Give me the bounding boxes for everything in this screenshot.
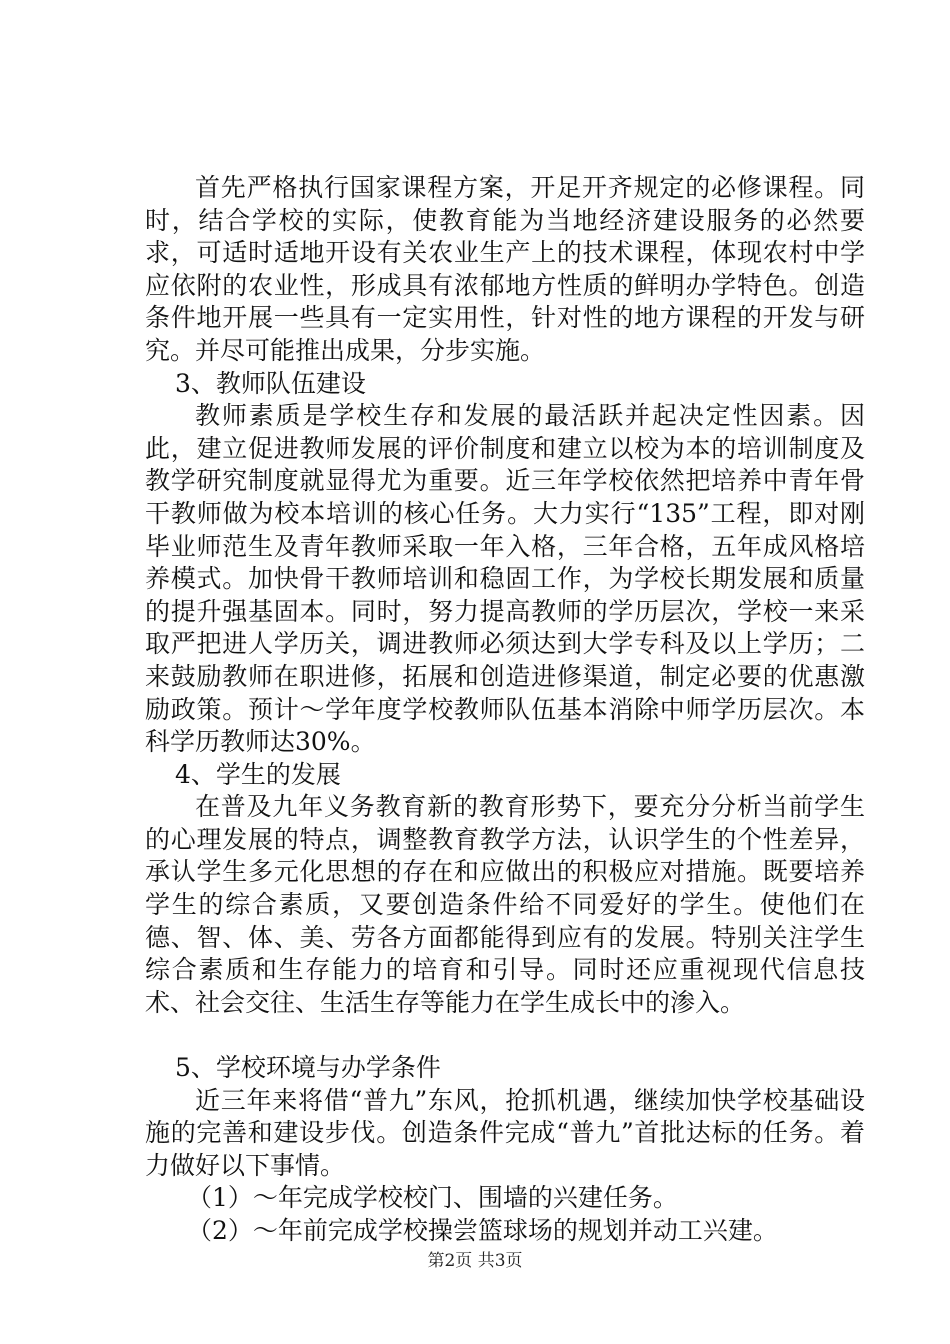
page-number-footer: 第2页 共3页 <box>427 1251 523 1271</box>
heading-student-development: 4、学生的发展 <box>175 759 341 789</box>
document-body <box>145 172 865 1248</box>
heading-school-environment: 5、学校环境与办学条件 <box>175 1053 441 1083</box>
list-item: （1）～年完成学校校门、围墙的兴建任务。 <box>187 1183 678 1213</box>
blank-line <box>145 1019 865 1052</box>
paragraph-school-environment: 近三年来将借“普九”东风，抢抓机遇，继续加快学校基础设施的完善和建设步伐。创造条件完成“普九”首批达标的任务。着力做好以下事情。 <box>145 1085 865 1180</box>
paragraph-teacher-team: 教师素质是学校生存和发展的最活跃并起决定性因素。因此，建立促进教师发展的评价制度和建立以校为本的培训制度及教学研究制度就显得尤为重要。近三年学校依然把培养中青年骨干教师做为校本培训的核心任务。大力实行“135”工程，即对刚毕业师范生及青年教师采取一年入格，三年合格，五年成风格培养模式。加快骨干教师培训和稳固工作，为学校长期发展和质量的提升强基固本。同时，努力提高教师的学历层次，学校一来采取严把进人学历关，调进教师必须达到大学专科及以上学历；二来鼓励教师在职进修，拓展和创造进修渠道，制定必要的优惠激励政策。预计～学年度学校教师队伍基本消除中师学历层次。本科学历教师达30%。 <box>145 401 865 757</box>
paragraph-student-development: 在普及九年义务教育新的教育形势下，要充分分析当前学生的心理发展的特点，调整教育教学方法，认识学生的个性差异，承认学生多元化思想的存在和应做出的积极应对措施。既要培养学生的综合素质，又要创造条件给不同爱好的学生。使他们在德、智、体、美、劳各方面都能得到应有的发展。特别关注学生综合素质和生存能力的培育和引导。同时还应重视现代信息技术、社会交往、生活生存等能力在学生成长中的渗入。 <box>145 792 865 1017</box>
heading-teacher-team: 3、教师队伍建设 <box>175 368 366 398</box>
list-item: （2）～年前完成学校操尝篮球场的规划并动工兴建。 <box>187 1216 778 1245</box>
paragraph-curriculum: 首先严格执行国家课程方案，开足开齐规定的必修课程。同时，结合学校的实际，使教育能为当地经济建设服务的必然要求，可适时适地开设有关农业生产上的技术课程，体现农村中学应依附的农业性，形成具有浓郁地方性质的鲜明办学特色。创造条件地开展一些具有一定实用性，针对性的地方课程的开发与研究。并尽可能推出成果，分步实施。 <box>145 173 865 365</box>
